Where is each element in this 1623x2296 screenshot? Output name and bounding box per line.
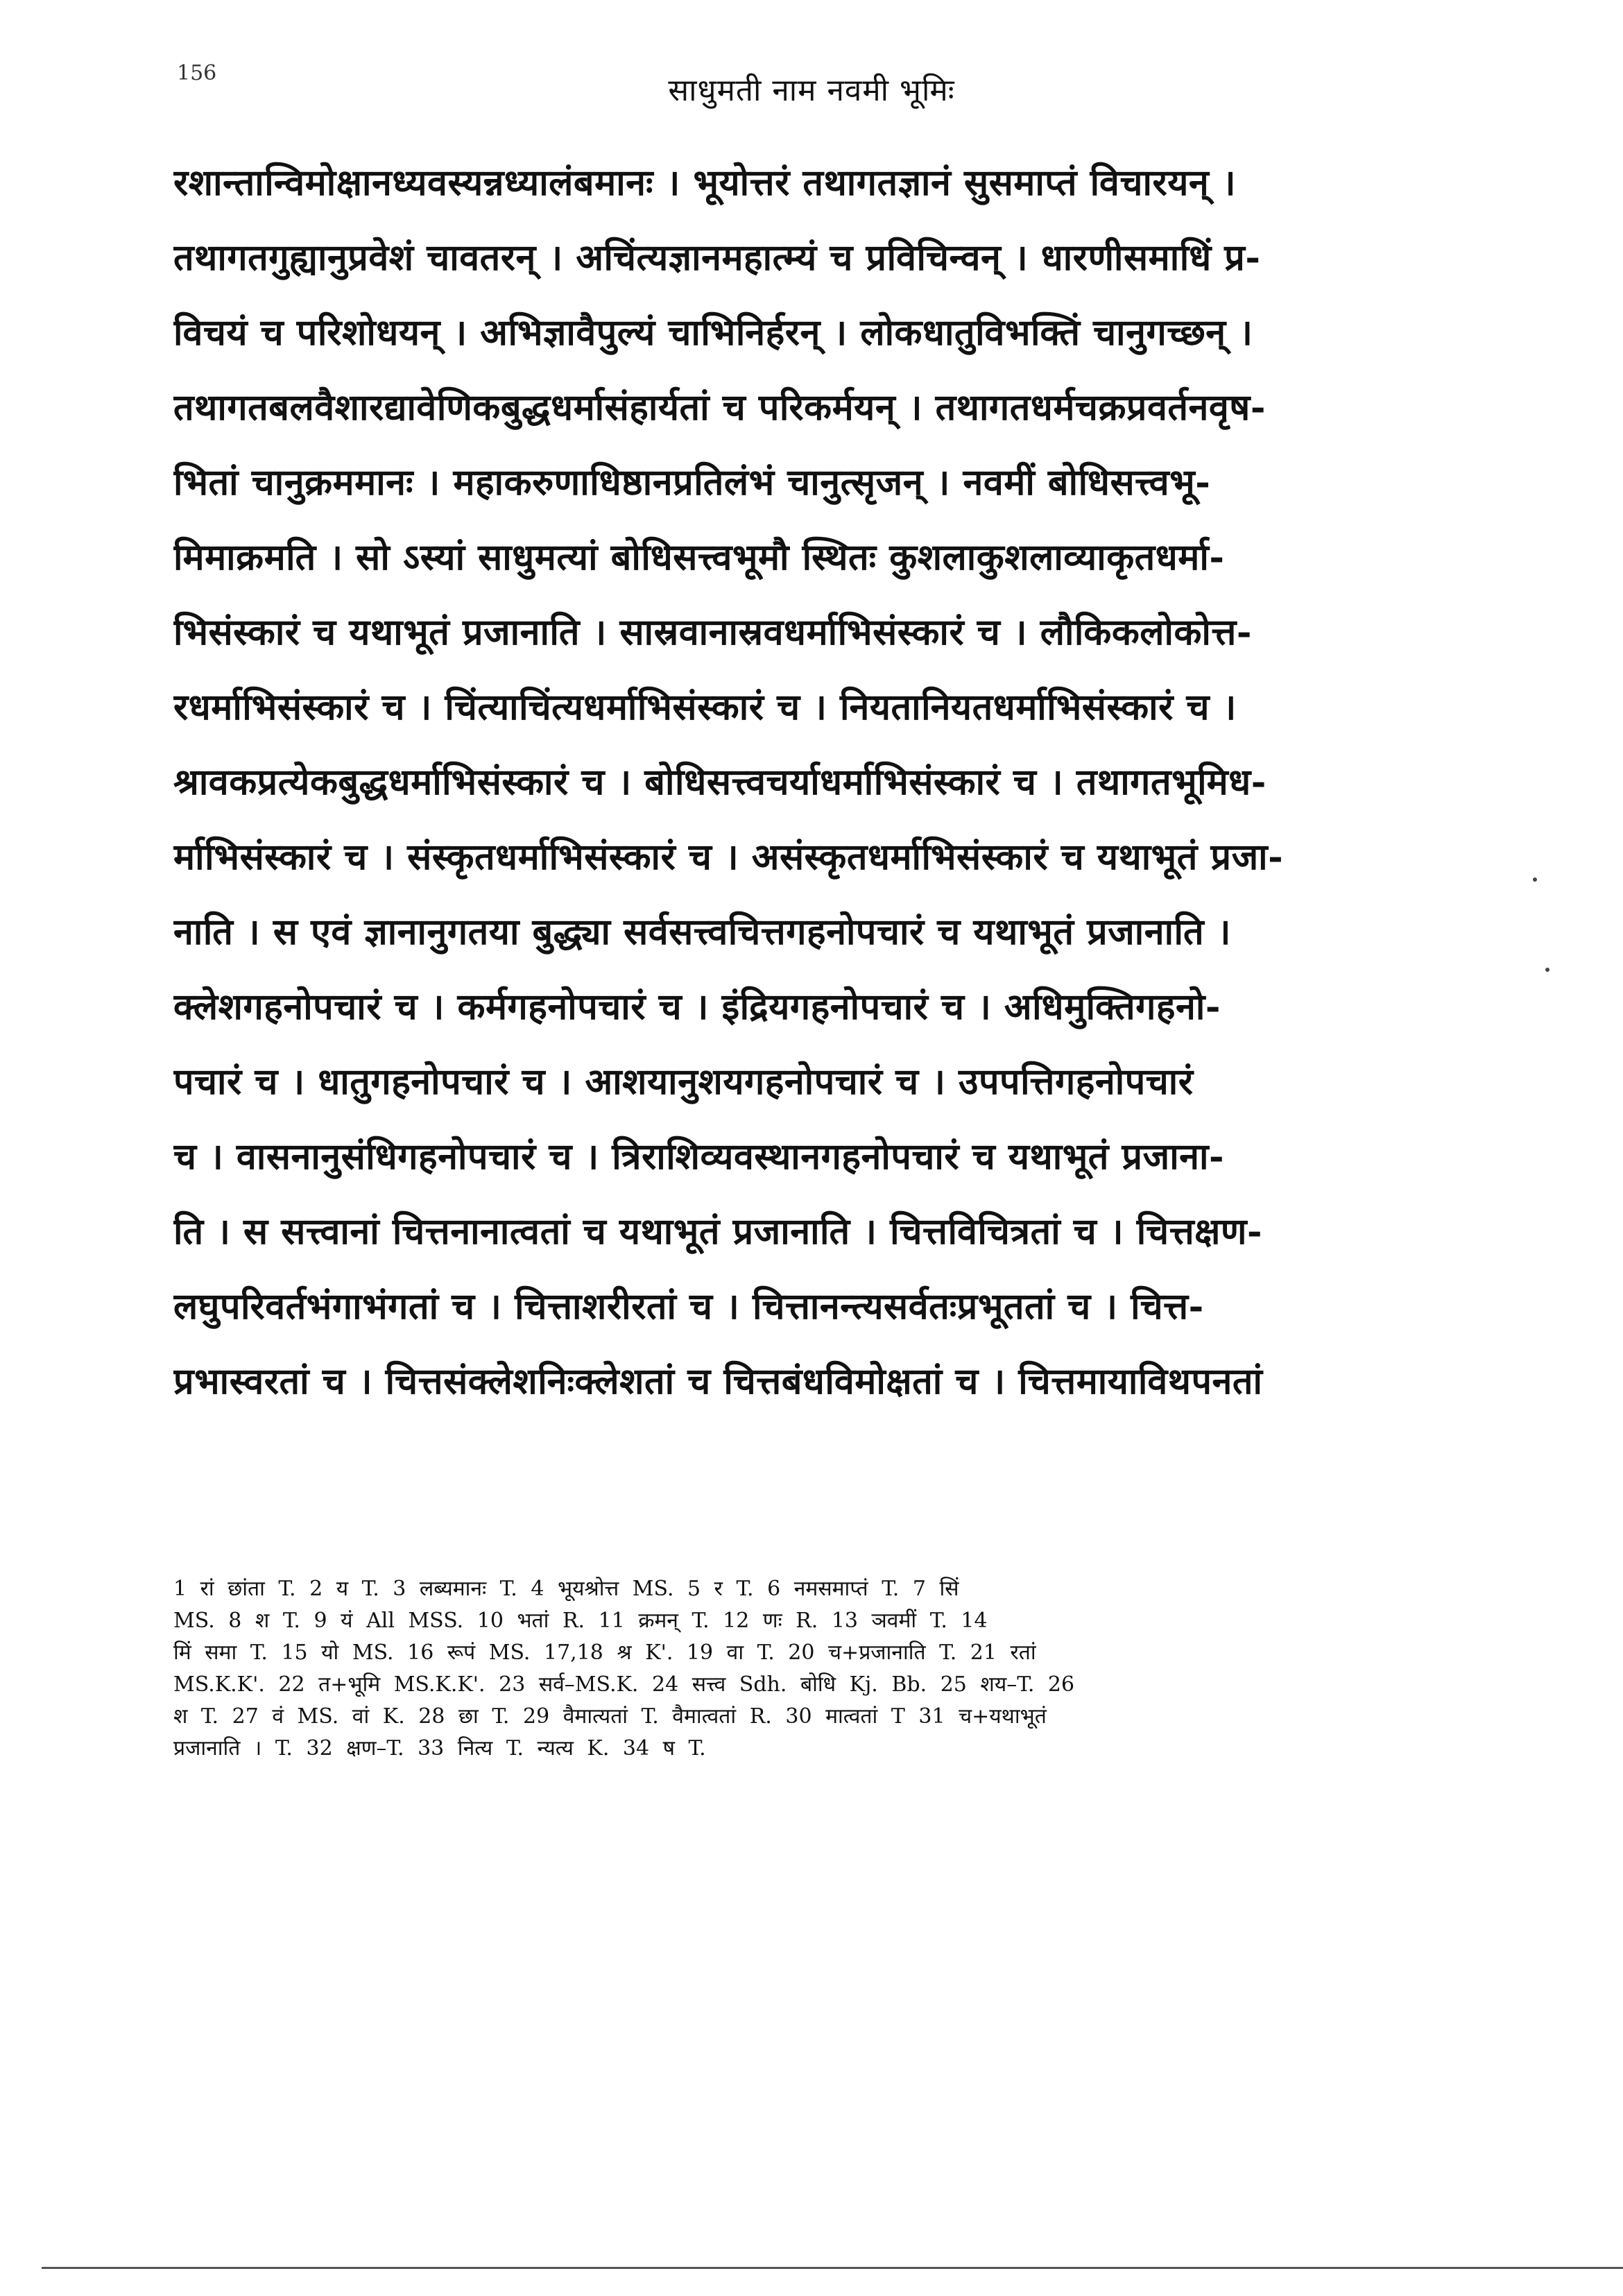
text-line: लघुपरिवर्तभंगाभंगतां च । चित्ताशरीरतां च । चित्तानन्त्यसर्वतःप्रभूततां च । चित्त- — [173, 1285, 1204, 1328]
footnote-line: MS.K.K'. 22 त+भूमि MS.K.K'. 23 सर्व–MS.K. 24 सत्त्व Sdh. बोधि Kj. Bb. 25 शय–T. 26 — [173, 1672, 1075, 1697]
text-line: रधर्माभिसंस्कारं च । चिंत्याचिंत्यधर्माभिसंस्कारं च । नियतानियतधर्माभिसंस्कारं च । — [173, 686, 1237, 728]
footnote-line: प्रजानाति । T. 32 क्षण–T. 33 नित्य T. न्यत्य K. 34 ष T. — [173, 1736, 706, 1760]
footnote-line: 1 रां छांता T. 2 य T. 3 लब्यमानः T. 4 भूयश्रोत्त MS. 5 र T. 6 नमसमाप्तं T. 7 सिं — [173, 1577, 959, 1601]
text-line: र्माभिसंस्कारं च । संस्कृतधर्माभिसंस्कारं च । असंस्कृतधर्माभिसंस्कारं च यथाभूतं प्रजा- — [173, 836, 1284, 878]
bottom-rule — [42, 2267, 1623, 2269]
text-line: रशान्तान्विमोक्षानध्यवस्यन्नध्यालंबमानः । भूयोत्तरं तथागतज्ञानं सुसमाप्तं विचारयन् । — [173, 162, 1237, 204]
text-line: तथागतबलवैशारद्यावेणिकबुद्धधर्मासंहार्यतां च परिकर्मयन् । तथागतधर्मचक्रप्रवर्तनवृष- — [173, 386, 1266, 429]
text-line: च । वासनानुसंधिगहनोपचारं च । त्रिराशिव्यवस्थानगहनोपचारं च यथाभूतं प्रजाना- — [173, 1136, 1225, 1178]
text-line: प्रभास्वरतां च । चित्तसंक्लेशनिःक्लेशतां च चित्तबंधविमोक्षतां च । चित्तमायाविथपनतां — [173, 1360, 1263, 1403]
text-line: तथागतगुह्यानुप्रवेशं चावतरन् । अचिंत्यज्ञानमहात्म्यं च प्रविचिन्वन् । धारणीसमाधिं प्र- — [173, 237, 1261, 279]
text-line: पचारं च । धातुगहनोपचारं च । आशयानुशयगहनोपचारं च । उपपत्तिगहनोपचारं — [173, 1061, 1194, 1103]
text-line: श्रावकप्रत्येकबुद्धधर्माभिसंस्कारं च । बोधिसत्त्वचर्याधर्माभिसंस्कारं च । तथागतभूमिध- — [173, 761, 1266, 803]
scan-speck — [1545, 968, 1549, 972]
text-line: क्लेशगहनोपचारं च । कर्मगहनोपचारं च । इंद्रियगहनोपचारं च । अधिमुक्तिगहनो- — [173, 986, 1221, 1028]
text-line: विचयं च परिशोधयन् । अभिज्ञावैपुल्यं चाभिनिर्हरन् । लोकधातुविभक्तिं चानुगच्छन् । — [173, 311, 1253, 354]
text-line: ति । स सत्त्वानां चित्तनानात्वतां च यथाभूतं प्रजानाति । चित्तविचित्रतां च । चित्तक्षण- — [173, 1210, 1263, 1253]
running-title: साधुमती नाम नवमी भूमिः — [668, 73, 955, 108]
footnotes — [173, 1573, 1394, 1765]
text-line: भिसंस्कारं च यथाभूतं प्रजानाति । सास्रवानास्रवधर्माभिसंस्कारं च । लौकिकलोकोत्त- — [173, 611, 1252, 653]
page-number: 156 — [177, 61, 217, 85]
footnote-line: श T. 27 वं MS. वां K. 28 छा T. 29 वैमात्यतां T. वैमात्वतां R. 30 मात्वतां T 31 च+यथाभूतं — [173, 1704, 1047, 1729]
footnote-line: मिं समा T. 15 यो MS. 16 रूपं MS. 17,18 श्र K'. 19 वा T. 20 च+प्रजानाति T. 21 रतां — [173, 1640, 1036, 1665]
scan-speck — [1533, 877, 1537, 882]
main-text-block — [173, 146, 1394, 1419]
text-line: मिमाक्रमति । सो ऽस्यां साधुमत्यां बोधिसत्त्वभूमौ स्थितः कुशलाकुशलाव्याकृतधर्मा- — [173, 536, 1225, 579]
text-line: भितां चानुक्रममानः । महाकरुणाधिष्ठानप्रतिलंभं चानुत्सृजन् । नवमीं बोधिसत्त्वभू- — [173, 461, 1211, 504]
footnote-line: MS. 8 श T. 9 यं All MSS. 10 भतां R. 11 क्रमन् T. 12 णः R. 13 ञवमीं T. 14 — [173, 1609, 988, 1633]
text-line: नाति । स एवं ज्ञानानुगतया बुद्ध्या सर्वसत्त्वचित्तगहनोपचारं च यथाभूतं प्रजानाति । — [173, 911, 1231, 953]
